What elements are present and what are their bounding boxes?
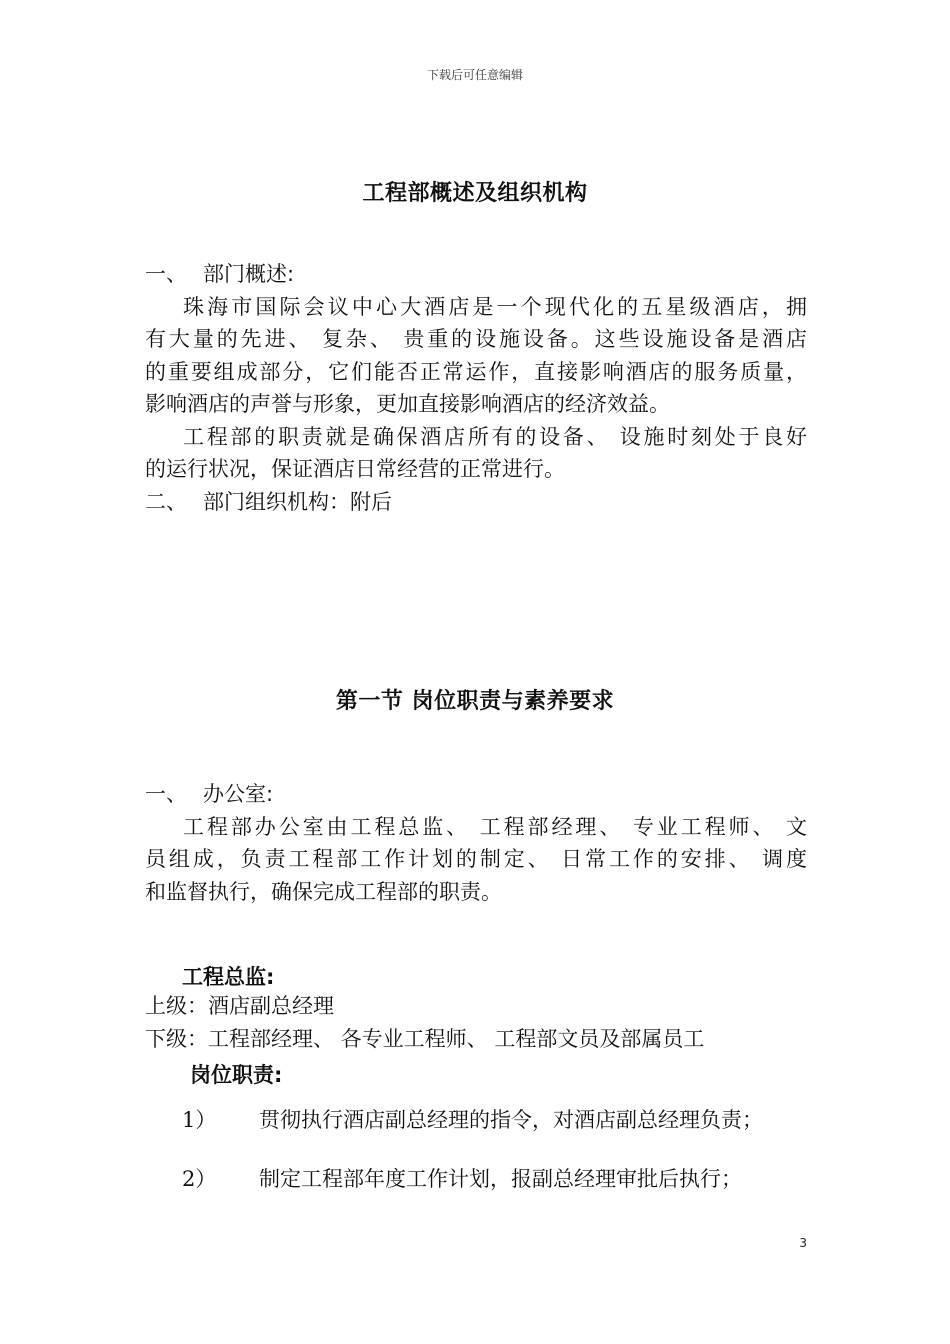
- overview-title: 工程部概述及组织机构: [362, 181, 588, 206]
- item-number: 二、: [145, 489, 187, 514]
- duty-number: 2）: [182, 1167, 217, 1191]
- section1-title: 第一节 岗位职责与素养要求: [335, 689, 615, 714]
- item-label: 部门概述:: [203, 262, 295, 286]
- paragraph-line: 工程部的职责就是确保酒店所有的设备、 设施时刻处于良好: [183, 424, 807, 449]
- paragraph-line: 工程部办公室由工程总监、 工程部经理、 专业工程师、 文: [183, 814, 807, 839]
- page-header: 下载后可任意编辑: [426, 68, 523, 82]
- overview-body: [145, 258, 807, 518]
- duty-text: 贯彻执行酒店副总经理的指令，对酒店副总经理负责；: [259, 1108, 763, 1132]
- paragraph-line: 的重要组成部分，它们能否正常运作，直接影响酒店的服务质量，: [145, 359, 807, 384]
- overview-item-2: [145, 486, 807, 519]
- item-number: 一、: [145, 782, 187, 806]
- item-label: 办公室:: [203, 782, 274, 806]
- item-label: 部门组织机构：附后: [203, 489, 392, 514]
- item-number: 一、: [145, 262, 187, 286]
- page-number: 3: [799, 1236, 807, 1250]
- paragraph-line: 员组成，负责工程部工作计划的制定、 日常工作的安排、 调度: [145, 847, 807, 871]
- duty-text: 制定工程部年度工作计划，报副总经理审批后执行；: [259, 1167, 742, 1191]
- director-relations: [145, 990, 807, 1055]
- duties-title: 岗位职责:: [190, 1063, 283, 1087]
- paragraph-line: 和监督执行，确保完成工程部的职责。: [145, 879, 502, 904]
- paragraph-line: 的运行状况，保证酒店日常经营的正常进行。: [145, 457, 565, 481]
- duty-number: 1）: [182, 1108, 217, 1132]
- section1-item-1: [145, 778, 807, 811]
- paragraph-line: 珠海市国际会议中心大酒店是一个现代化的五星级酒店，拥: [183, 294, 807, 319]
- director-title: 工程总监:: [182, 965, 275, 989]
- paragraph-line: 影响酒店的声誉与形象，更加直接影响酒店的经济效益。: [145, 392, 670, 416]
- overview-item-1: [145, 258, 807, 291]
- director-superior: 上级：酒店副总经理: [145, 994, 334, 1018]
- paragraph-line: 有大量的先进、 复杂、 贵重的设施设备。这些设施设备是酒店: [145, 327, 807, 351]
- section1-body: [145, 778, 807, 908]
- director-subordinate: 下级：工程部经理、 各专业工程师、 工程部文员及部属员工: [145, 1026, 705, 1051]
- duty-item: [182, 1104, 763, 1134]
- duty-item: [182, 1163, 742, 1193]
